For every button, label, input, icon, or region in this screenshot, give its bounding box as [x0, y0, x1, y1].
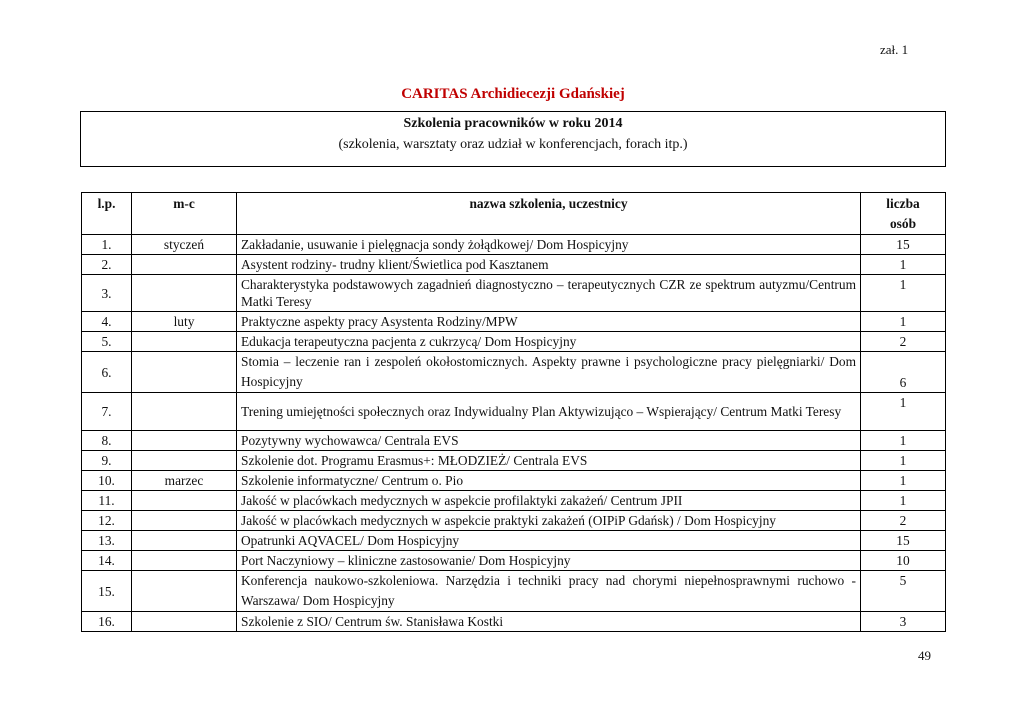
row-count: 15 [861, 531, 946, 551]
document-title: Szkolenia pracowników w roku 2014 [403, 116, 623, 131]
table-row [82, 275, 946, 312]
row-name: Praktyczne aspekty pracy Asystenta Rodziny/MPW [237, 312, 861, 332]
row-name: Szkolenie z SIO/ Centrum św. Stanisława Kostki [237, 612, 861, 632]
row-name: Szkolenie dot. Programu Erasmus+: MŁODZIEŻ/ Centrala EVS [237, 451, 861, 471]
row-lp: 11. [82, 491, 132, 511]
row-count: 1 [861, 275, 946, 312]
row-count: 10 [861, 551, 946, 571]
row-count: 1 [861, 491, 946, 511]
column-header-month: m-c [132, 193, 237, 235]
row-month: styczeń [132, 235, 237, 255]
table-row [82, 431, 946, 451]
row-name: Szkolenie informatyczne/ Centrum o. Pio [237, 471, 861, 491]
table-row [82, 571, 946, 612]
column-header-lp: l.p. [82, 193, 132, 235]
page-number: 49 [918, 648, 931, 663]
row-lp: 15. [82, 571, 132, 612]
row-count: 1 [861, 393, 946, 431]
row-month [132, 275, 237, 312]
row-month: marzec [132, 471, 237, 491]
row-lp: 8. [82, 431, 132, 451]
table-row [82, 312, 946, 332]
row-name: Port Naczyniowy – kliniczne zastosowanie/ Dom Hospicyjny [237, 551, 861, 571]
row-count: 1 [861, 451, 946, 471]
row-name: Stomia – leczenie ran i zespoleń okołostomicznych. Aspekty prawne i psychologiczne pracy pielęgniarki/ Dom Hospicyjny [237, 352, 861, 393]
row-lp: 13. [82, 531, 132, 551]
document-heading-box [80, 111, 946, 167]
row-count: 6 [861, 352, 946, 393]
row-count: 1 [861, 431, 946, 451]
column-header-count-line2: osób [889, 216, 917, 231]
table-row [82, 551, 946, 571]
row-name: Edukacja terapeutyczna pacjenta z cukrzycą/ Dom Hospicyjny [237, 332, 861, 352]
table-row [82, 352, 946, 393]
row-count: 1 [861, 255, 946, 275]
trainings-table [81, 192, 946, 632]
row-name: Pozytywny wychowawca/ Centrala EVS [237, 431, 861, 451]
organization-title: CARITAS Archidiecezji Gdańskiej [401, 86, 625, 102]
row-lp: 2. [82, 255, 132, 275]
document-subtitle: (szkolenia, warsztaty oraz udział w konferencjach, forach itp.) [338, 137, 688, 152]
column-header-count [861, 193, 946, 235]
row-lp: 9. [82, 451, 132, 471]
row-count: 3 [861, 612, 946, 632]
row-lp: 14. [82, 551, 132, 571]
table-row [82, 332, 946, 352]
table-row [82, 612, 946, 632]
row-count: 15 [861, 235, 946, 255]
row-month [132, 551, 237, 571]
table-row [82, 511, 946, 531]
row-name: Jakość w placówkach medycznych w aspekcie praktyki zakażeń (OIPiP Gdańsk) / Dom Hospicyjny [237, 511, 861, 531]
row-count: 2 [861, 511, 946, 531]
table-row [82, 235, 946, 255]
row-name: Opatrunki AQVACEL/ Dom Hospicyjny [237, 531, 861, 551]
table-row [82, 451, 946, 471]
row-month: luty [132, 312, 237, 332]
row-month [132, 491, 237, 511]
row-month [132, 571, 237, 612]
row-lp: 12. [82, 511, 132, 531]
row-name: Charakterystyka podstawowych zagadnień diagnostyczno – terapeutycznych CZR ze spektrum autyzmu/Centrum Matki Teresy [237, 275, 861, 312]
table-row [82, 531, 946, 551]
row-lp: 6. [82, 352, 132, 393]
table-row [82, 471, 946, 491]
table-row [82, 255, 946, 275]
table-row [82, 491, 946, 511]
row-count: 2 [861, 332, 946, 352]
column-header-count-line1: liczba [886, 196, 920, 211]
row-month [132, 352, 237, 393]
column-header-name: nazwa szkolenia, uczestnicy [237, 193, 861, 235]
row-month [132, 332, 237, 352]
row-name: Asystent rodziny- trudny klient/Świetlica pod Kasztanem [237, 255, 861, 275]
row-lp: 3. [82, 275, 132, 312]
row-lp: 7. [82, 393, 132, 431]
row-lp: 10. [82, 471, 132, 491]
attachment-label: zał. 1 [880, 42, 909, 57]
row-lp: 5. [82, 332, 132, 352]
row-name: Jakość w placówkach medycznych w aspekcie profilaktyki zakażeń/ Centrum JPII [237, 491, 861, 511]
row-month [132, 255, 237, 275]
row-name: Trening umiejętności społecznych oraz Indywidualny Plan Aktywizująco – Wspierający/ Centrum Matki Teresy [237, 393, 861, 431]
row-count: 5 [861, 571, 946, 612]
row-month [132, 511, 237, 531]
row-lp: 1. [82, 235, 132, 255]
row-month [132, 612, 237, 632]
row-name: Konferencja naukowo-szkoleniowa. Narzędzia i techniki pracy nad chorymi niepełnosprawnymi ruchowo - Warszawa/ Dom Hospicyjny [237, 571, 861, 612]
table-row [82, 393, 946, 431]
row-month [132, 531, 237, 551]
row-count: 1 [861, 312, 946, 332]
row-name: Zakładanie, usuwanie i pielęgnacja sondy żołądkowej/ Dom Hospicyjny [237, 235, 861, 255]
row-lp: 4. [82, 312, 132, 332]
row-count: 1 [861, 471, 946, 491]
row-month [132, 431, 237, 451]
row-lp: 16. [82, 612, 132, 632]
row-month [132, 393, 237, 431]
table-header-row [82, 193, 946, 235]
row-month [132, 451, 237, 471]
